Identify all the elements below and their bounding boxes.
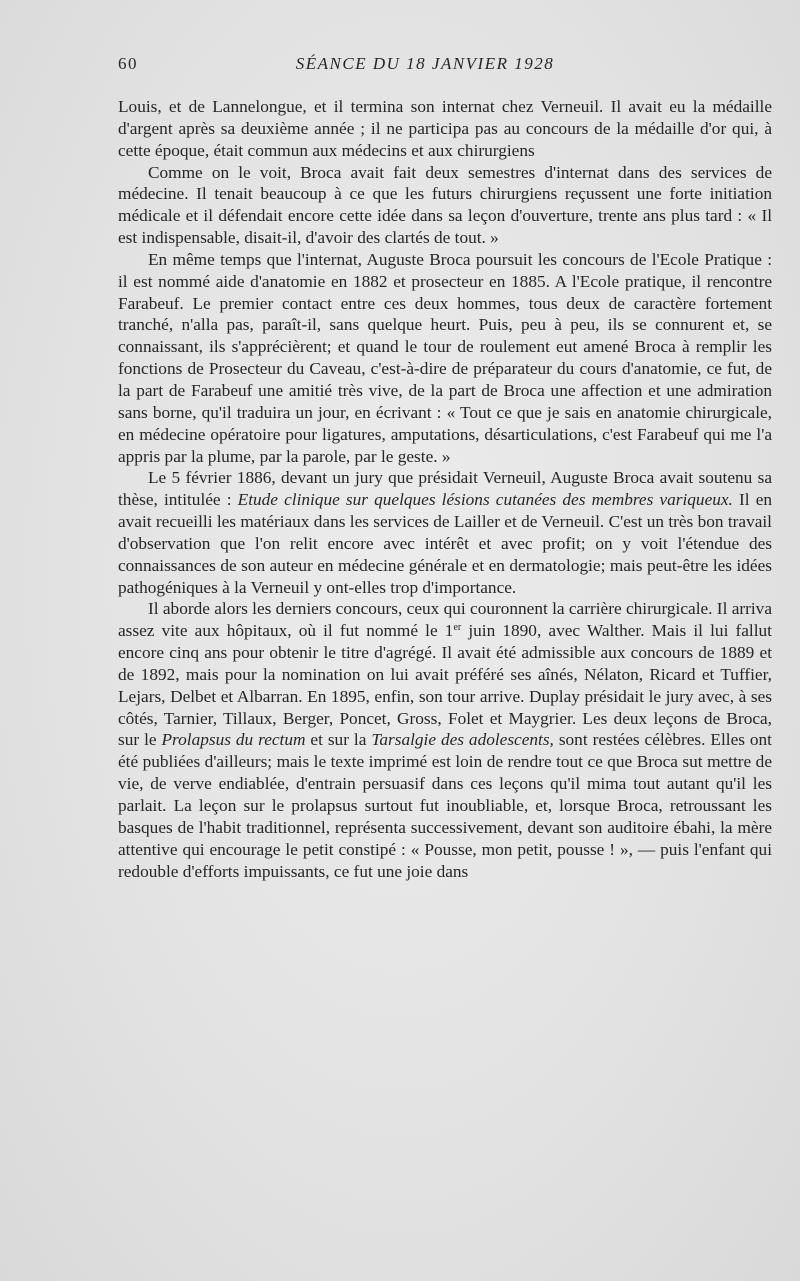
paragraph-2-text: Comme on le voit, Broca avait fait deux semestres d'internat dans des services de médecine. Il tenait beaucoup à ce que les futurs chirurgiens reçussent une forte initiation médicale et il défendait encore cette idée dans sa leçon d'ouverture, trente ans plus tard : « Il est indispensable, disait-il, d'avoir des clartés de tout. »	[118, 162, 772, 248]
ordinal-superscript: er	[453, 622, 462, 634]
paragraph-5	[118, 598, 772, 882]
paragraph-1-text: Louis, et de Lannelongue, et il termina son internat chez Verneuil. Il avait eu la médaille d'argent après sa deuxième année ; il ne participa pas au concours de la médaille d'or qui, à cette époque, était commun aux médecins et aux chirurgiens	[118, 97, 772, 160]
paragraph-4-text-before: Le 5 février 1886, devant un jury que présidait Verneuil, Auguste Broca avait soutenu sa thèse, intitulée :	[118, 468, 772, 510]
paragraph-3-text: En même temps que l'internat, Auguste Broca poursuit les concours de l'Ecole Pratique : il est nommé aide d'anatomie en 1882 et prosecteur en 1885. A l'Ecole pratique, il rencontre Farabeuf. Le premier contact entre ces deux hommes, tous deux de caractère fortement tranché, n'alla pas, paraît-il, sans quelque heurt. Puis, peu à peu, ils se connurent et, se connaissant, ils s'apprécièrent; et quand le tour de roulement eut amené Broca à remplir les fonctions de Prosecteur du Caveau, c'est-à-dire de préparateur du cours d'anatomie, ce fut, de la part de Farabeuf une amitié très vive, de la part de Broca une affection et une admiration sans borne, qu'il traduira un jour, en écrivant : « Tout ce que je sais en anatomie chirurgicale, en médecine opératoire pour ligatures, amputations, désarticulations, c'est Farabeuf qui me l'a appris par la plume, par la parole, par le geste. »	[118, 249, 772, 466]
paragraph-4-text-after: Il en avait recueilli les matériaux dans les services de Lailler et de Verneuil. C'est un très bon travail d'observation que l'on relit encore avec intérêt et avec profit; on y voit l'étendue des connaissances de son auteur en médecine générale et en dermatologie; mais peut-être les idées pathogéniques à la Verneuil y ont-elles trop d'importance.	[118, 490, 773, 597]
page-number: 60	[118, 54, 138, 73]
paragraph-3	[118, 249, 772, 467]
paragraph-2	[118, 162, 772, 249]
body-text	[118, 96, 772, 882]
thesis-title: Etude clinique sur quelques lésions cutanées des membres variqueux.	[237, 490, 733, 510]
paragraph-4	[118, 467, 772, 598]
page-header	[118, 54, 772, 78]
running-title: SÉANCE DU 18 JANVIER 1928	[295, 54, 555, 73]
paragraph-5-text-before: Il aborde alors les derniers concours, ceux qui couronnent la carrière chirurgicale. Il arriva assez vite aux hôpitaux, où il fut nommé le 1	[118, 599, 772, 641]
lesson-title-tarsalgie: Tarsalgie des adolescents,	[371, 730, 554, 750]
lesson-title-prolapsus: Prolapsus du rectum	[161, 730, 306, 750]
paragraph-1	[118, 96, 772, 162]
paragraph-5-text-mid2: et sur la	[305, 730, 372, 750]
paragraph-5-text-after: sont restées célèbres. Elles ont été publiées d'ailleurs; mais le texte imprimé est loin de rendre tout ce que Broca sut mettre de vie, de verve endiablée, d'entrain persuasif dans ces leçons qu'il mima tout autant qu'il les parlait. La leçon sur le prolapsus surtout fut inoubliable, et, lorsque Broca, retroussant les basques de l'habit traditionnel, représenta successivement, devant son auditoire ébahi, la mère attentive qui encourage le petit constipé : « Pousse, mon petit, pousse ! », — puis l'enfant qui redouble d'efforts impuissants, ce fut une joie dans	[118, 730, 772, 881]
paragraph-5-text-mid: juin 1890, avec Walther. Mais il lui fallut encore cinq ans pour obtenir le titre d'agrégé. Il avait été admissible aux concours de 1889 et de 1892, mais pour la nomination on lui avait préféré ses aînés, Nélaton, Ricard et Tuffier, Lejars, Delbet et Albarran. En 1895, enfin, son tour arrive. Duplay présidait le jury avec, à ses côtés, Tarnier, Tillaux, Berger, Poncet, Gross, Folet et Maygrier. Les deux leçons de Broca, sur le	[118, 621, 772, 750]
